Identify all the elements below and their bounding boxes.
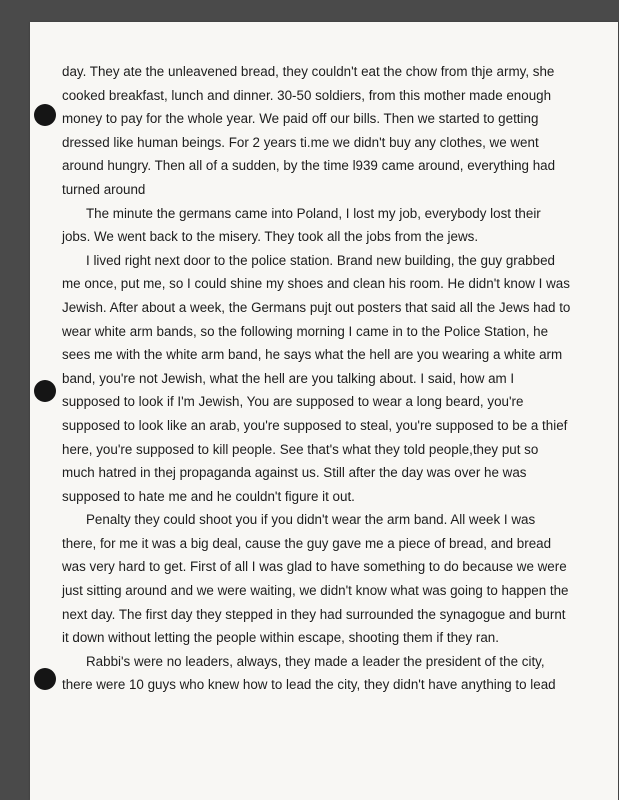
punch-hole-top (34, 104, 56, 126)
document-page (30, 22, 618, 800)
punch-hole-bottom (34, 668, 56, 690)
paragraph-1: day. They ate the unleavened bread, they couldn't eat the chow from thje army, she cooked breakfast, lunch and dinner. 30-50 soldiers, from this mother made enough money to pay for the whole year. We paid off our bills. Then we started to getting dressed like human beings. For 2 years ti.me we didn't buy any clothes, we went around hungry. Then all of a sudden, by the time l939 came around, everything had turned around (62, 64, 556, 197)
paragraph-5: Rabbi's were no leaders, always, they made a leader the president of the city, there were 10 guys who knew how to lead the city, they didn't have anything to lead (62, 653, 556, 693)
punch-hole-middle (34, 380, 56, 402)
paragraph-3: I lived right next door to the police station. Brand new building, the guy grabbed me once, put me, so I could shine my shoes and clean his room. He didn't know I was Jewish. After about a week, the Germans pujt out posters that said all the Jews had to wear white arm bands, so the following morning I came in to the Police Station, he sees me with the white arm band, he says what the hell are you wearing a white arm band, you're not Jewish, what the hell are you talking about. I said, how am I supposed to look if I'm Jewish, You are supposed to wear a long beard, you're supposed to look like an arab, you're supposed to steal, you're supposed to be a thief here, you're supposed to kill people. See that's what they told people,they put so much hatred in thej propaganda against us. Still after the day was over he was supposed to hate me and he couldn't figure it out. (62, 252, 571, 504)
paragraph-2: The minute the germans came into Poland, I lost my job, everybody lost their jobs. We went back to the misery. They took all the jobs from the jews. (62, 205, 541, 245)
paragraph-4: Penalty they could shoot you if you didn't wear the arm band. All week I was there, for me it was a big deal, cause the guy gave me a piece of bread, and bread was very hard to get. First of all I was glad to have something to do because we were just sitting around and we were waiting, we didn't know what was going to happen the next day. The first day they stepped in they had surrounded the synagogue and burnt it down without letting the people within escape, shooting them if they ran. (62, 512, 569, 646)
document-text (62, 60, 582, 697)
